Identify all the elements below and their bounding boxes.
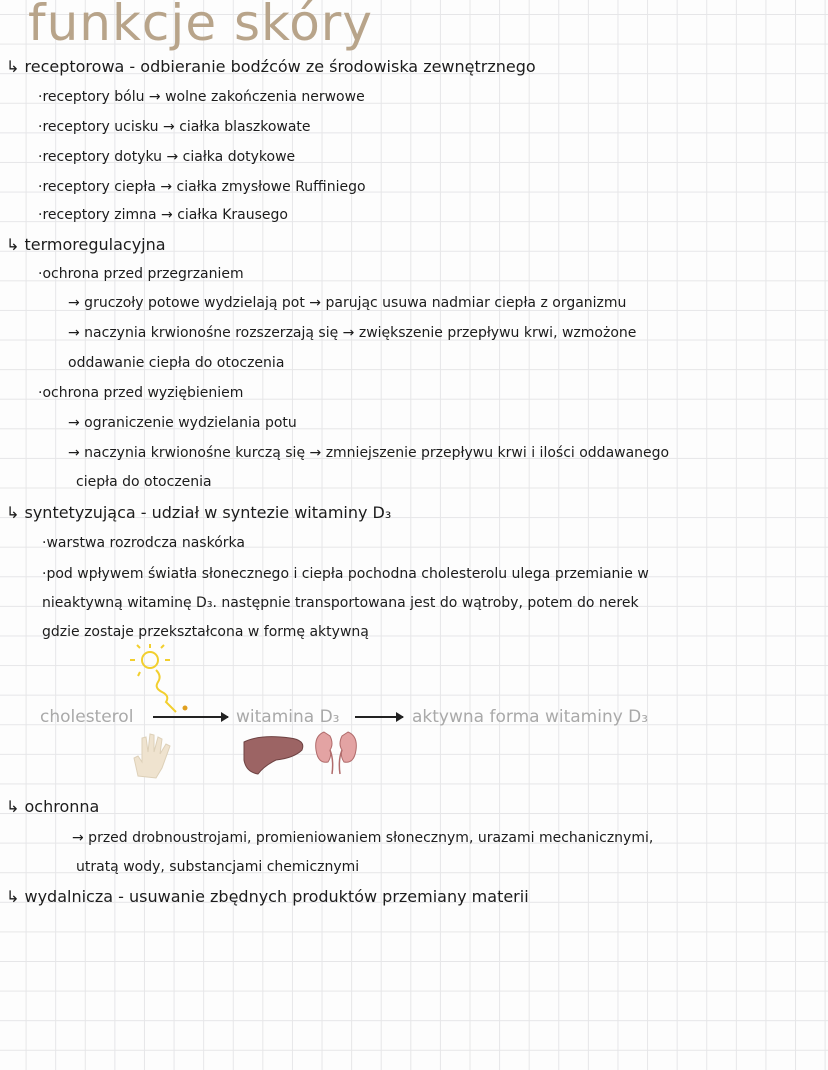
list-item: ·pod wpływem światła słonecznego i ciepła pochodna cholesterolu ulega przemianie w [42,566,649,582]
list-item: gdzie zostaje przekształcona w formę aktywną [42,624,369,640]
list-item: ·receptory dotyku → ciałka dotykowe [38,149,296,165]
list-item: ·warstwa rozrodcza naskórka [42,535,245,551]
list-item: ciepła do otoczenia [76,474,212,490]
list-item: ·receptory zimna → ciałka Krausego [38,207,288,223]
list-item: → ograniczenie wydzielania potu [68,415,297,431]
diagram-step-vitamin: witamina D₃ [236,707,340,727]
section-heading: ↳ wydalnicza - usuwanie zbędnych produktów przemiany materii [6,887,529,906]
section-heading: ↳ ochronna [6,797,100,816]
arrow-icon [153,716,228,718]
section-heading: ↳ receptorowa - odbieranie bodźców ze środowiska zewnętrznego [6,57,536,76]
list-item: ·receptory ucisku → ciałka blaszkowate [38,119,311,135]
subheading: ·ochrona przed wyziębieniem [38,385,244,401]
list-item: → przed drobnoustrojami, promieniowaniem słonecznym, urazami mechanicznymi, [72,830,654,846]
list-item: ·receptory ciepła → ciałka zmysłowe Ruffiniego [38,179,366,195]
liver-icon [240,732,310,777]
diagram-step-cholesterol: cholesterol [40,707,134,727]
section-heading: ↳ termoregulacyjna [6,235,166,254]
list-item: → gruczoły potowe wydzielają pot → parując usuwa nadmiar ciepła z organizmu [68,295,627,311]
list-item: nieaktywną witaminę D₃. następnie transportowana jest do wątroby, potem do nerek [42,595,639,611]
section-heading: ↳ syntetyzująca - udział w syntezie witaminy D₃ [6,503,392,522]
list-item: → naczynia krwionośne rozszerzają się → zwiększenie przepływu krwi, wzmożone [68,325,637,341]
list-item: utratą wody, substancjami chemicznymi [76,859,360,875]
arrow-icon [355,716,403,718]
hand-icon [130,732,175,780]
diagram-step-active: aktywna forma witaminy D₃ [412,707,649,727]
list-item: ·receptory bólu → wolne zakończenia nerwowe [38,89,365,105]
list-item: oddawanie ciepła do otoczenia [68,355,285,371]
list-item: → naczynia krwionośne kurczą się → zmniejszenie przepływu krwi i ilości oddawanego [68,445,670,461]
sun-icon [120,640,200,715]
kidneys-icon [312,730,362,778]
subheading: ·ochrona przed przegrzaniem [38,266,244,282]
page-title: funkcje skóry [28,0,373,52]
